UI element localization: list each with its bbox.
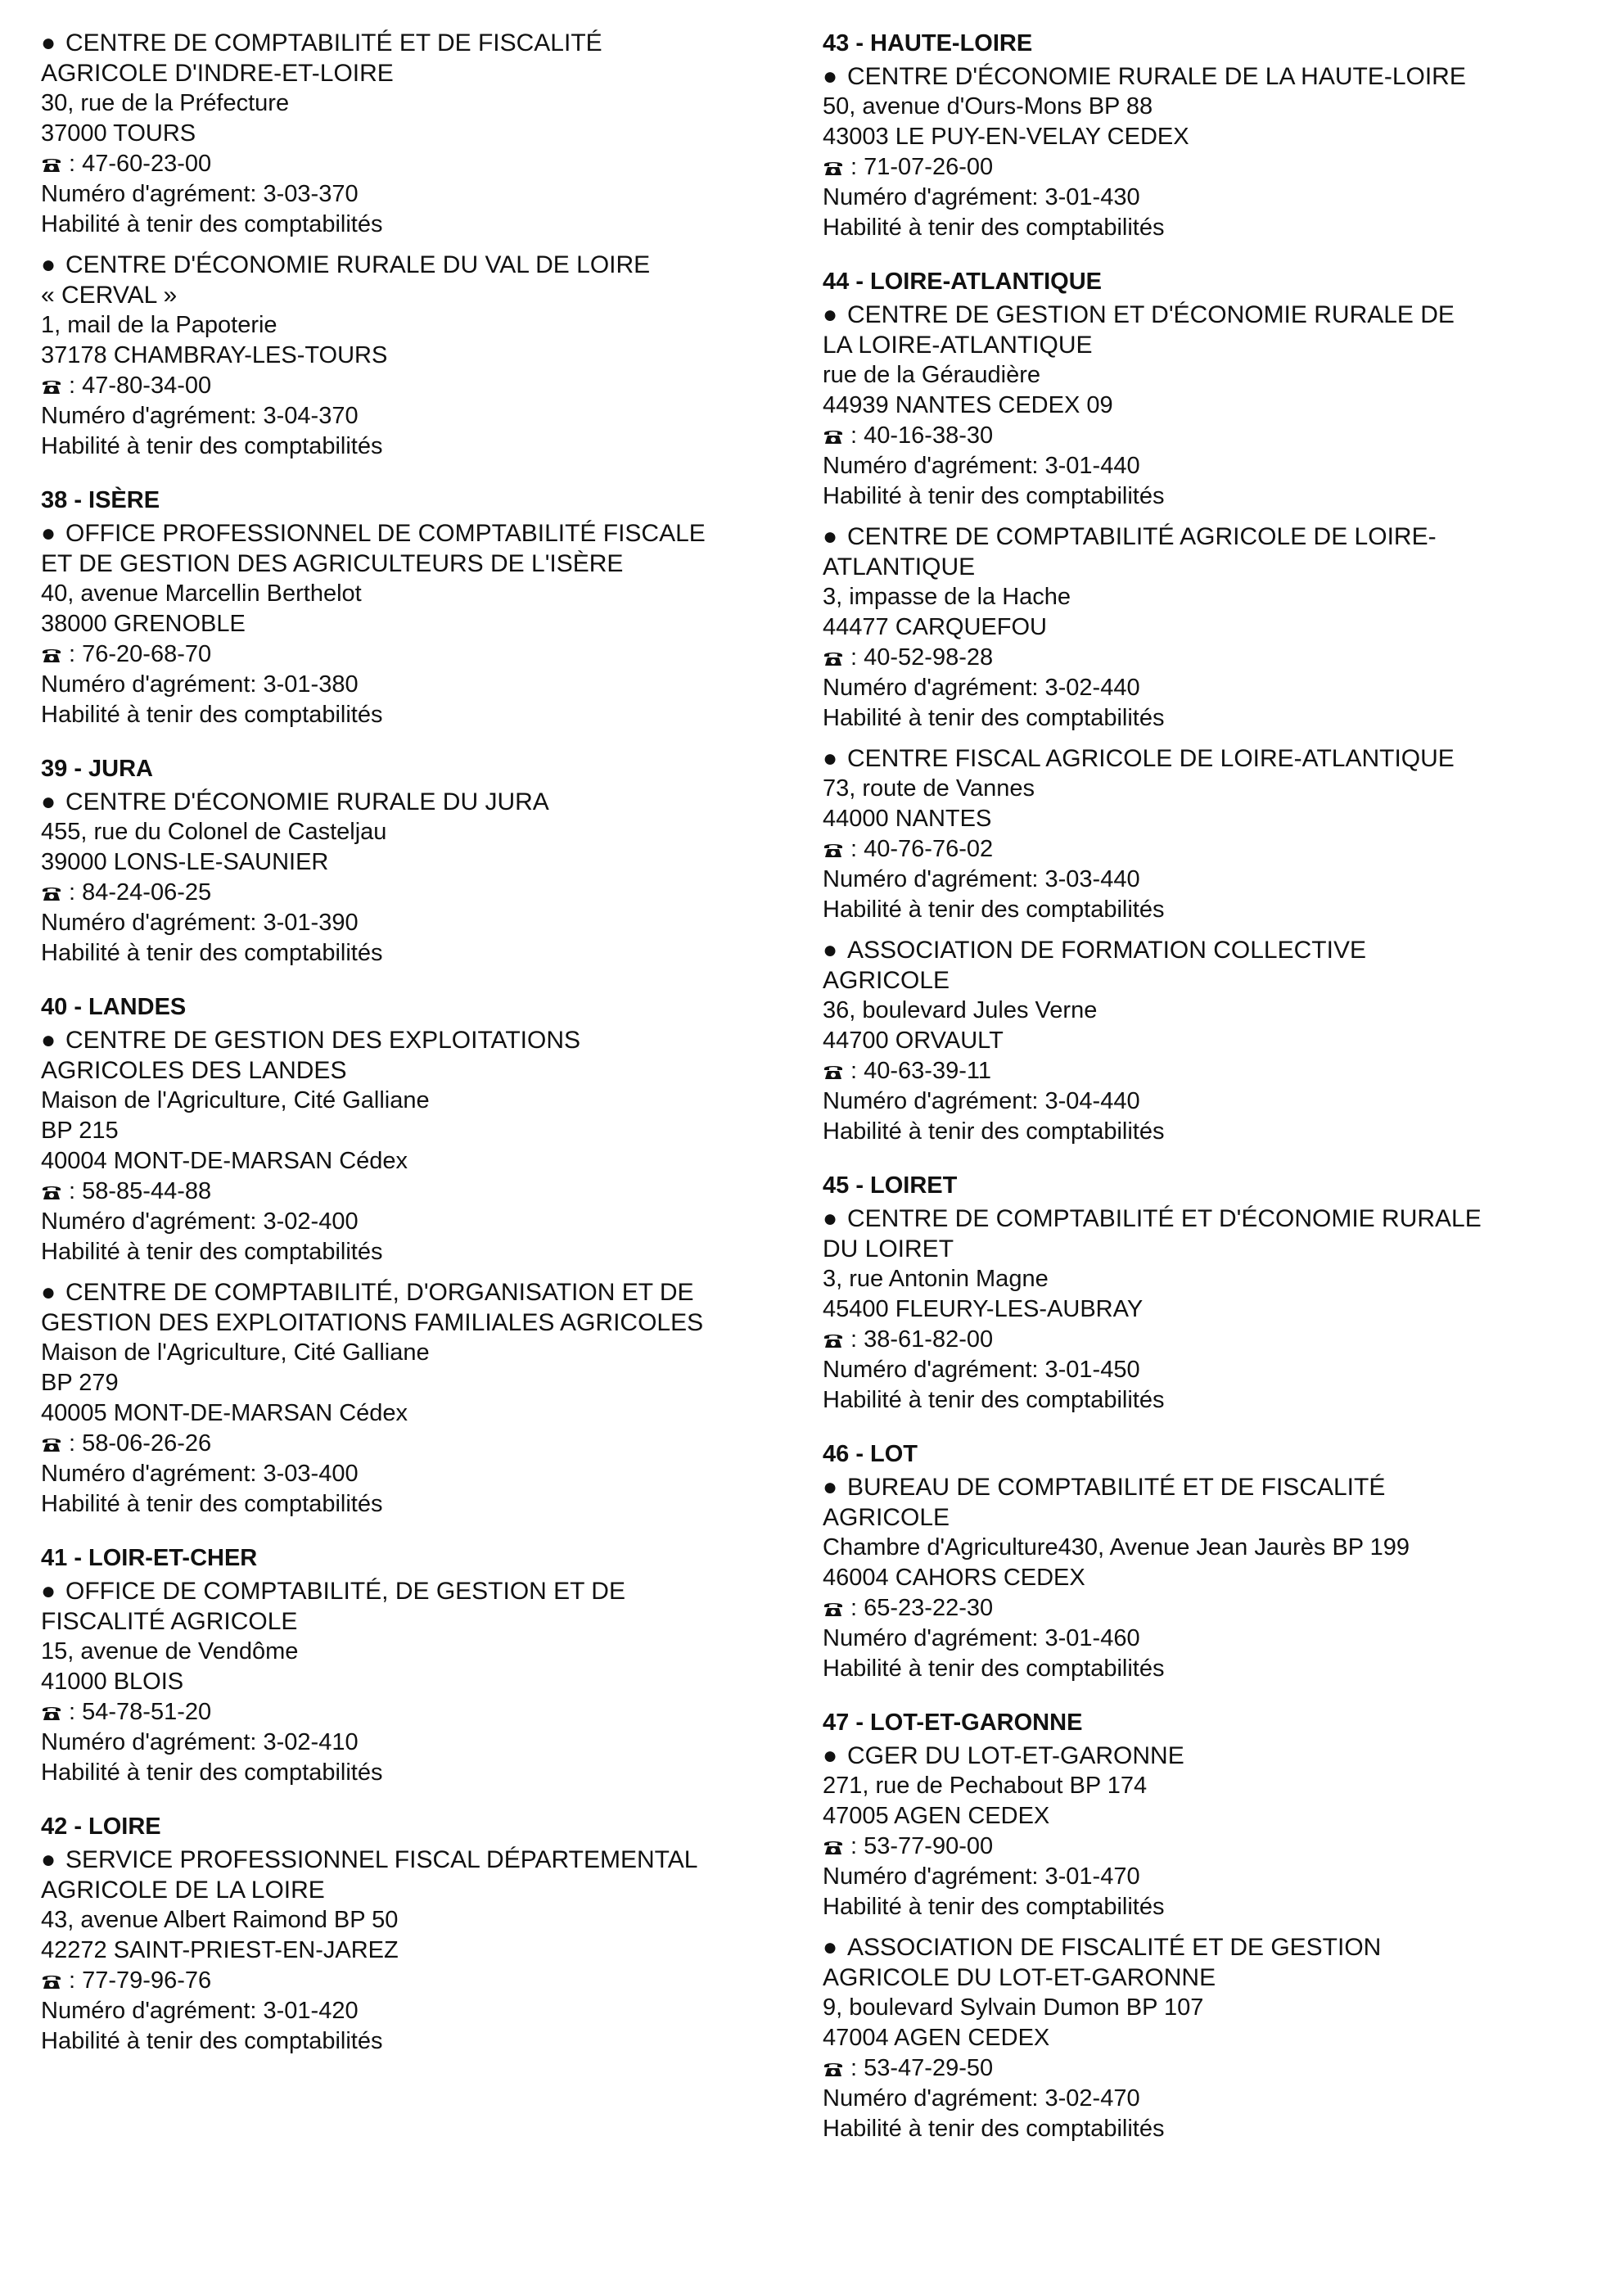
- department-continued: [41, 28, 827, 462]
- department-41-loir-et-cher: [41, 1543, 827, 1788]
- telephone-icon: [41, 1179, 62, 1197]
- organization-name-line: [41, 58, 827, 88]
- organization-name-line: [823, 1741, 1608, 1771]
- address-line: Maison de l'Agriculture, Cité Galliane: [41, 1339, 430, 1366]
- agrement-number: Numéro d'agrément: 3-03-370: [41, 181, 359, 207]
- bullet-icon: ●: [823, 301, 838, 328]
- habilitation-text: Habilité à tenir des comptabilités: [823, 1118, 1165, 1145]
- habilitation-text: Habilité à tenir des comptabilités: [41, 702, 383, 728]
- department-39-jura: [41, 753, 827, 969]
- address-line: 37178 CHAMBRAY-LES-TOURS: [41, 342, 388, 368]
- phone-number: : 40-52-98-28: [850, 644, 994, 671]
- bullet-icon: ●: [823, 1474, 838, 1501]
- agrement-number: Numéro d'agrément: 3-01-460: [823, 1625, 1140, 1651]
- bullet-icon: ●: [41, 1027, 56, 1054]
- department-40-landes: [41, 991, 827, 1520]
- phone-number: : 77-79-96-76: [69, 1967, 212, 1994]
- habilitation-text: Habilité à tenir des comptabilités: [823, 2116, 1165, 2142]
- organization-entry: [41, 1277, 827, 1520]
- telephone-icon: [823, 1059, 844, 1077]
- organization-name-line: [823, 61, 1608, 92]
- organization-name-line: [823, 743, 1608, 774]
- address-line: 1, mail de la Papoterie: [41, 312, 277, 338]
- habilitation-text: Habilité à tenir des comptabilités: [41, 2028, 383, 2054]
- bullet-icon: ●: [41, 29, 56, 56]
- phone-line: [823, 1325, 1608, 1355]
- bullet-icon: ●: [823, 63, 838, 90]
- telephone-icon: [41, 1431, 62, 1449]
- phone-line: [823, 2053, 1608, 2084]
- organization-entry: [823, 1932, 1608, 2144]
- address-line: 9, boulevard Sylvain Dumon BP 107: [823, 1994, 1204, 2021]
- bullet-icon: ●: [823, 745, 838, 772]
- bullet-icon: ●: [823, 1934, 838, 1961]
- bullet-icon: ●: [823, 523, 838, 550]
- bullet-icon: ●: [41, 788, 56, 815]
- phone-line: [823, 834, 1608, 865]
- habilitation-text: Habilité à tenir des comptabilités: [41, 211, 383, 237]
- agrement-number: Numéro d'agrément: 3-02-440: [823, 675, 1140, 701]
- department-heading: 39 - JURA: [41, 756, 153, 782]
- organization-name-text: CGER DU LOT-ET-GARONNE: [847, 1742, 1184, 1769]
- organization-entry: [41, 1845, 827, 2057]
- organization-name-line: [41, 28, 827, 58]
- telephone-icon: [823, 155, 844, 173]
- agrement-number: Numéro d'agrément: 3-01-450: [823, 1357, 1140, 1383]
- organization-name-line: [41, 1308, 827, 1338]
- organization-name-line: [823, 965, 1608, 996]
- address-line: 36, boulevard Jules Verne: [823, 997, 1098, 1023]
- address-line: 41000 BLOIS: [41, 1669, 184, 1695]
- agrement-number: Numéro d'agrément: 3-02-400: [41, 1208, 359, 1235]
- phone-number: : 40-16-38-30: [850, 422, 994, 449]
- agrement-number: Numéro d'agrément: 3-02-410: [41, 1729, 359, 1755]
- telephone-icon: [823, 423, 844, 441]
- phone-line: [41, 371, 827, 401]
- address-line: 44477 CARQUEFOU: [823, 614, 1047, 640]
- bullet-icon: ●: [41, 1846, 56, 1873]
- phone-number: : 53-47-29-50: [850, 2055, 994, 2081]
- department-42-loire: [41, 1811, 827, 2057]
- address-line: BP 279: [41, 1370, 119, 1396]
- phone-line: [41, 1429, 827, 1459]
- bullet-icon: ●: [41, 251, 56, 278]
- telephone-icon: [41, 642, 62, 660]
- phone-number: : 58-06-26-26: [69, 1430, 212, 1457]
- organization-entry: [41, 518, 827, 730]
- phone-number: : 40-76-76-02: [850, 836, 994, 862]
- agrement-number: Numéro d'agrément: 3-01-420: [41, 1998, 359, 2024]
- organization-name-text: OFFICE PROFESSIONNEL DE COMPTABILITÉ FISCALE: [65, 520, 706, 547]
- address-line: Chambre d'Agriculture430, Avenue Jean Jaurès BP 199: [823, 1534, 1410, 1561]
- organization-name-text: GESTION DES EXPLOITATIONS FAMILIALES AGRICOLES: [41, 1309, 704, 1336]
- organization-name-text: SERVICE PROFESSIONNEL FISCAL DÉPARTEMENTAL: [65, 1846, 698, 1873]
- organization-name-line: [823, 1204, 1608, 1234]
- habilitation-text: Habilité à tenir des comptabilités: [41, 1491, 383, 1517]
- telephone-icon: [823, 837, 844, 855]
- habilitation-text: Habilité à tenir des comptabilités: [41, 433, 383, 459]
- organization-name-text: AGRICOLE DU LOT-ET-GARONNE: [823, 1964, 1216, 1991]
- organization-entry: [823, 61, 1608, 243]
- agrement-number: Numéro d'agrément: 3-03-440: [823, 866, 1140, 892]
- organization-name-line: [823, 552, 1608, 582]
- organization-entry: [823, 1741, 1608, 1922]
- organization-name-text: BUREAU DE COMPTABILITÉ ET DE FISCALITÉ: [847, 1474, 1386, 1501]
- habilitation-text: Habilité à tenir des comptabilités: [823, 897, 1165, 923]
- organization-name-text: CENTRE DE GESTION DES EXPLOITATIONS: [65, 1027, 580, 1054]
- organization-name-text: « CERVAL »: [41, 282, 178, 309]
- organization-name-line: [823, 1234, 1608, 1264]
- address-line: 40005 MONT-DE-MARSAN Cédex: [41, 1400, 408, 1426]
- organization-name-line: [823, 935, 1608, 965]
- bullet-icon: ●: [823, 1205, 838, 1232]
- organization-name-text: ASSOCIATION DE FORMATION COLLECTIVE: [847, 937, 1366, 964]
- agrement-number: Numéro d'agrément: 3-04-440: [823, 1088, 1140, 1114]
- phone-number: : 40-63-39-11: [850, 1058, 991, 1084]
- organization-name-text: ATLANTIQUE: [823, 553, 976, 580]
- phone-line: [823, 643, 1608, 673]
- organization-entry: [41, 250, 827, 462]
- department-47-lot-et-garonne: [823, 1707, 1608, 2144]
- department-38-isere: [41, 485, 827, 730]
- agrement-number: Numéro d'agrément: 3-02-470: [823, 2085, 1140, 2112]
- phone-number: : 53-77-90-00: [850, 1833, 994, 1859]
- organization-name-text: CENTRE D'ÉCONOMIE RURALE DU VAL DE LOIRE: [65, 251, 651, 278]
- organization-name-line: [823, 1472, 1608, 1502]
- organization-name-text: DU LOIRET: [823, 1235, 954, 1262]
- habilitation-text: Habilité à tenir des comptabilités: [823, 1894, 1165, 1920]
- organization-name-line: [41, 280, 827, 310]
- address-line: 43, avenue Albert Raimond BP 50: [41, 1907, 399, 1933]
- department-heading: 43 - HAUTE-LOIRE: [823, 30, 1033, 56]
- organization-entry: [823, 1204, 1608, 1416]
- address-line: 39000 LONS-LE-SAUNIER: [41, 849, 329, 875]
- organization-name-line: [41, 518, 827, 549]
- organization-name-text: CENTRE DE GESTION ET D'ÉCONOMIE RURALE DE: [847, 301, 1455, 328]
- organization-entry: [41, 1576, 827, 1788]
- organization-entry: [41, 1025, 827, 1267]
- department-heading: 38 - ISÈRE: [41, 487, 160, 513]
- phone-number: : 54-78-51-20: [69, 1699, 212, 1725]
- address-line: 40004 MONT-DE-MARSAN Cédex: [41, 1148, 408, 1174]
- address-line: 47005 AGEN CEDEX: [823, 1803, 1050, 1829]
- telephone-icon: [41, 151, 62, 169]
- address-line: 38000 GRENOBLE: [41, 611, 246, 637]
- organization-name-line: [823, 522, 1608, 552]
- address-line: rue de la Géraudière: [823, 362, 1040, 388]
- address-line: 15, avenue de Vendôme: [41, 1638, 299, 1664]
- address-line: 44939 NANTES CEDEX 09: [823, 392, 1113, 418]
- organization-entry: [823, 743, 1608, 925]
- address-line: 44700 ORVAULT: [823, 1028, 1004, 1054]
- phone-line: [823, 1832, 1608, 1862]
- bullet-icon: ●: [41, 1279, 56, 1306]
- organization-entry: [823, 300, 1608, 512]
- phone-number: : 71-07-26-00: [850, 154, 994, 180]
- organization-entry: [823, 522, 1608, 734]
- address-line: 40, avenue Marcellin Berthelot: [41, 580, 362, 607]
- phone-number: : 76-20-68-70: [69, 641, 212, 667]
- phone-line: [41, 1177, 827, 1207]
- habilitation-text: Habilité à tenir des comptabilités: [41, 940, 383, 966]
- phone-number: : 65-23-22-30: [850, 1595, 994, 1621]
- organization-name-text: OFFICE DE COMPTABILITÉ, DE GESTION ET DE: [65, 1578, 625, 1605]
- organization-name-text: CENTRE D'ÉCONOMIE RURALE DE LA HAUTE-LOIRE: [847, 63, 1466, 90]
- address-line: 50, avenue d'Ours-Mons BP 88: [823, 93, 1153, 120]
- agrement-number: Numéro d'agrément: 3-01-380: [41, 671, 359, 698]
- organization-name-text: AGRICOLE: [823, 1504, 950, 1531]
- agrement-number: Numéro d'agrément: 3-01-470: [823, 1863, 1140, 1890]
- phone-number: : 38-61-82-00: [850, 1326, 994, 1353]
- bullet-icon: ●: [41, 1578, 56, 1605]
- organization-entry: [41, 787, 827, 969]
- department-heading: 47 - LOT-ET-GARONNE: [823, 1710, 1083, 1736]
- phone-number: : 47-80-34-00: [69, 373, 212, 399]
- organization-name-text: AGRICOLES DES LANDES: [41, 1057, 347, 1084]
- organization-name-line: [823, 1932, 1608, 1963]
- organization-name-text: CENTRE DE COMPTABILITÉ ET DE FISCALITÉ: [65, 29, 602, 56]
- address-line: 3, impasse de la Hache: [823, 584, 1071, 610]
- habilitation-text: Habilité à tenir des comptabilités: [823, 1387, 1165, 1413]
- address-line: 73, route de Vannes: [823, 775, 1035, 802]
- address-line: 42272 SAINT-PRIEST-EN-JAREZ: [41, 1937, 399, 1963]
- organization-name-line: [41, 549, 827, 579]
- phone-line: [41, 639, 827, 670]
- organization-name-text: CENTRE DE COMPTABILITÉ ET D'ÉCONOMIE RURALE: [847, 1205, 1482, 1232]
- department-heading: 42 - LOIRE: [41, 1814, 161, 1840]
- phone-line: [823, 421, 1608, 451]
- phone-number: : 84-24-06-25: [69, 879, 212, 906]
- address-line: 43003 LE PUY-EN-VELAY CEDEX: [823, 124, 1189, 150]
- bullet-icon: ●: [823, 1742, 838, 1769]
- department-heading: 44 - LOIRE-ATLANTIQUE: [823, 269, 1103, 295]
- organization-name-line: [823, 1502, 1608, 1533]
- organization-name-text: CENTRE D'ÉCONOMIE RURALE DU JURA: [65, 788, 549, 815]
- organization-name-line: [823, 330, 1608, 360]
- organization-name-text: AGRICOLE DE LA LOIRE: [41, 1877, 325, 1904]
- address-line: 3, rue Antonin Magne: [823, 1266, 1049, 1292]
- organization-name-line: [41, 1576, 827, 1606]
- organization-name-line: [823, 300, 1608, 330]
- organization-name-line: [41, 1875, 827, 1905]
- habilitation-text: Habilité à tenir des comptabilités: [823, 1655, 1165, 1682]
- telephone-icon: [823, 1596, 844, 1614]
- agrement-number: Numéro d'agrément: 3-01-390: [41, 910, 359, 936]
- organization-name-text: CENTRE DE COMPTABILITÉ, D'ORGANISATION ET DE: [65, 1279, 694, 1306]
- habilitation-text: Habilité à tenir des comptabilités: [823, 215, 1165, 241]
- department-46-lot: [823, 1439, 1608, 1684]
- phone-line: [823, 152, 1608, 183]
- habilitation-text: Habilité à tenir des comptabilités: [41, 1239, 383, 1265]
- organization-entry: [823, 935, 1608, 1147]
- organization-name-text: LA LOIRE-ATLANTIQUE: [823, 332, 1093, 359]
- organization-name-text: AGRICOLE D'INDRE-ET-LOIRE: [41, 60, 394, 87]
- address-line: 455, rue du Colonel de Castelјau: [41, 819, 387, 845]
- address-line: 271, rue de Pechabout BP 174: [823, 1773, 1148, 1799]
- habilitation-text: Habilité à tenir des comptabilités: [823, 705, 1165, 731]
- telephone-icon: [823, 1327, 844, 1345]
- organization-name-text: CENTRE FISCAL AGRICOLE DE LOIRE-ATLANTIQUE: [847, 745, 1455, 772]
- left-column: [41, 28, 827, 2080]
- address-line: 46004 CAHORS CEDEX: [823, 1565, 1085, 1591]
- habilitation-text: Habilité à tenir des comptabilités: [41, 1759, 383, 1786]
- habilitation-text: Habilité à tenir des comptabilités: [823, 483, 1165, 509]
- telephone-icon: [823, 645, 844, 663]
- organization-entry: [823, 1472, 1608, 1684]
- address-line: 30, rue de la Préfecture: [41, 90, 290, 116]
- organization-name-line: [41, 1025, 827, 1055]
- telephone-icon: [41, 373, 62, 391]
- phone-line: [41, 149, 827, 179]
- address-line: BP 215: [41, 1118, 119, 1144]
- bullet-icon: ●: [41, 520, 56, 547]
- address-line: 45400 FLEURY-LES-AUBRAY: [823, 1296, 1144, 1322]
- organization-entry: [41, 28, 827, 240]
- phone-line: [823, 1056, 1608, 1086]
- address-line: 37000 TOURS: [41, 120, 196, 147]
- department-44-loire-atlantique: [823, 266, 1608, 1147]
- telephone-icon: [823, 1834, 844, 1852]
- organization-name-line: [823, 1963, 1608, 1993]
- phone-line: [41, 1966, 827, 1996]
- organization-name-line: [41, 1055, 827, 1086]
- address-line: 44000 NANTES: [823, 806, 992, 832]
- telephone-icon: [41, 880, 62, 898]
- agrement-number: Numéro d'agrément: 3-04-370: [41, 403, 359, 429]
- organization-name-line: [41, 1606, 827, 1637]
- organization-name-line: [41, 1845, 827, 1875]
- phone-number: : 58-85-44-88: [69, 1178, 212, 1204]
- organization-name-text: FISCALITÉ AGRICOLE: [41, 1608, 298, 1635]
- phone-line: [823, 1593, 1608, 1624]
- organization-name-line: [41, 787, 827, 817]
- organization-name-line: [41, 250, 827, 280]
- department-heading: 41 - LOIR-ET-CHER: [41, 1545, 258, 1571]
- telephone-icon: [41, 1700, 62, 1718]
- telephone-icon: [41, 1968, 62, 1986]
- organization-name-text: ASSOCIATION DE FISCALITÉ ET DE GESTION: [847, 1934, 1382, 1961]
- organization-name-text: AGRICOLE: [823, 967, 950, 994]
- address-line: Maison de l'Agriculture, Cité Galliane: [41, 1087, 430, 1113]
- department-heading: 46 - LOT: [823, 1441, 918, 1467]
- address-line: 47004 AGEN CEDEX: [823, 2025, 1050, 2051]
- department-heading: 45 - LOIRET: [823, 1172, 958, 1199]
- phone-line: [41, 878, 827, 908]
- agrement-number: Numéro d'agrément: 3-01-430: [823, 184, 1140, 210]
- telephone-icon: [823, 2056, 844, 2074]
- agrement-number: Numéro d'agrément: 3-01-440: [823, 453, 1140, 479]
- organization-name-text: ET DE GESTION DES AGRICULTEURS DE L'ISÈRE: [41, 550, 624, 577]
- right-column: [823, 28, 1608, 2167]
- phone-number: : 47-60-23-00: [69, 151, 212, 177]
- phone-line: [41, 1697, 827, 1728]
- agrement-number: Numéro d'agrément: 3-03-400: [41, 1461, 359, 1487]
- department-43-haute-loire: [823, 28, 1608, 243]
- bullet-icon: ●: [823, 937, 838, 964]
- department-45-loiret: [823, 1170, 1608, 1416]
- organization-name-line: [41, 1277, 827, 1308]
- organization-name-text: CENTRE DE COMPTABILITÉ AGRICOLE DE LOIRE-: [847, 523, 1437, 550]
- department-heading: 40 - LANDES: [41, 994, 187, 1020]
